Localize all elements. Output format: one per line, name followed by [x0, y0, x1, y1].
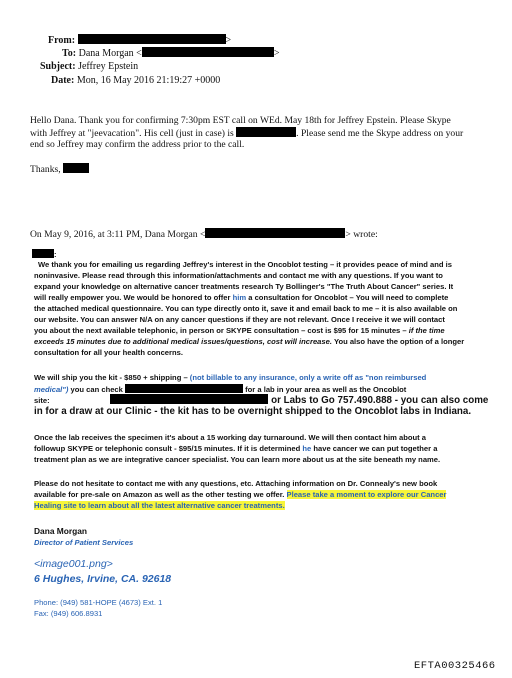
to-row: [62, 47, 279, 59]
thanks-text: Thanks,: [30, 164, 61, 175]
reply-thanks: [30, 163, 89, 176]
redacted-link-2: [110, 394, 268, 404]
date-row: [51, 75, 220, 86]
to-close: >: [273, 48, 280, 59]
p1-line-1: We thank you for emailing us regarding Jeffrey's interest in the Oncoblot testing – it provides peace of mind and is: [38, 260, 452, 269]
subject-label: Subject:: [40, 61, 76, 72]
kit-line-2b: you can check: [70, 385, 123, 394]
signature-image-placeholder: <image001.png>: [34, 558, 113, 570]
signature-name: Dana Morgan: [34, 526, 88, 536]
p4-line-2: [34, 490, 446, 501]
p1-line-2: noninvasive. Please read through this information/attachments and contact me with any questions. If you want to: [34, 271, 443, 280]
p4-line-3: [34, 501, 285, 512]
p4-highlight-2: Healing site to learn about all the latest alternative cancer treatments.: [34, 501, 285, 510]
p1-line-7: [34, 326, 445, 337]
quote-header: [30, 228, 378, 241]
p1-line-7b: if the time: [408, 326, 445, 335]
p3-line-3: treatment plan as we are integrative cancer specialist. You can learn more about us at the site beneath my name.: [34, 455, 441, 464]
kit-line-3: [34, 394, 488, 407]
redacted-quote-email: [205, 228, 345, 238]
signature-title: Director of Patient Services: [34, 538, 134, 547]
to-name: Dana Morgan <: [78, 48, 142, 59]
subject-value: Jeffrey Epstein: [78, 61, 139, 72]
from-label: From:: [48, 35, 76, 46]
kit-line-2c: for a lab in your area as well as the Oncoblot: [245, 385, 407, 394]
kit-line-1: [34, 373, 426, 384]
p1-line-9: consultation for all your health concerns.: [34, 348, 183, 357]
p1-line-4a: will really empower you. We would be honored to offer: [34, 293, 231, 302]
p4-line-2a: available for pre-sale on Amazon as well as the other testing we offer.: [34, 490, 285, 499]
p1-line-8: [34, 337, 464, 348]
redacted-signer: [63, 163, 89, 173]
document-id: EFTA00325466: [414, 660, 496, 672]
redacted-salutation: [32, 249, 54, 258]
signature-fax: Fax: (949) 606.8931: [34, 609, 103, 618]
kit-line-4: in for a draw at our Clinic - the kit has to be overnight shipped to the Oncoblot labs in Indiana.: [34, 406, 472, 417]
p3-line-1: Once the lab receives the specimen it's about a 15 working day turnaround. We will then contact him about a: [34, 433, 426, 442]
p1-line-6: our website. You can answer N/A on any cancer questions if they are not relevant. Once I receive it we will contact: [34, 315, 445, 324]
kit-line-1b: (not billable to any insurance, only a write off as "non reimbursed: [189, 373, 427, 382]
reply-line-2b: . Please send me the Skype address on your: [296, 128, 464, 139]
p1-line-8a: exceeds 15 minutes due to additional medical issues/questions, cost will increase.: [34, 337, 332, 346]
p1-line-4b: a consultation for Oncoblot – You will need to complete: [248, 293, 449, 302]
redacted-cell: [236, 127, 296, 137]
quote-suffix: > wrote:: [345, 229, 378, 240]
quote-prefix: On May 9, 2016, at 3:11 PM, Dana Morgan <: [30, 229, 206, 240]
kit-line-3a: site:: [34, 396, 50, 405]
kit-line-2a: medical"): [34, 385, 69, 394]
from-close: >: [225, 35, 232, 46]
signature-address: 6 Hughes, Irvine, CA. 92618: [34, 573, 172, 585]
he-word: he: [302, 444, 312, 453]
from-row: [48, 34, 231, 46]
kit-line-3c: you can also come: [400, 395, 489, 406]
reply-line-3: end so Jeffrey may confirm the address prior to the call.: [30, 139, 245, 150]
him-word: him: [232, 293, 247, 302]
date-value: Mon, 16 May 2016 21:19:27 +0000: [76, 75, 221, 86]
p1-line-8b: You also have the option of a longer: [333, 337, 465, 346]
p3-line-2: [34, 444, 437, 455]
subject-row: [40, 61, 138, 72]
p1-line-3: expand your knowledge on alternative cancer treatments research Ty Bollinger's "The Truth About Cancer" series. It: [34, 282, 454, 291]
p3-line-2b: have cancer we can put together a: [313, 444, 438, 453]
kit-line-1a: We will ship you the kit - $850 + shipping –: [34, 373, 188, 382]
p3-line-2a: followup SKYPE or telephonic consult - $95/15 minutes. If it is determined: [34, 444, 301, 453]
salutation-suffix: :: [54, 250, 57, 259]
p1-line-7a: you about the next available telephonic, in person or SKYPE consultation – cost is $95 for 15 minutes –: [34, 326, 407, 335]
redacted-link-1: [125, 384, 243, 393]
p1-line-4: [34, 293, 448, 304]
p4-highlight-1: Please take a moment to explore our Cancer: [286, 490, 447, 499]
p1-line-5: the attached medical questionnaire. You can type directly onto it, save it and email back to me – it is also available on: [34, 304, 458, 313]
redacted-to: [142, 47, 274, 57]
p4-line-1: Please do not hesitate to contact me with any questions, etc. Attaching information on Dr. Connealy's new book: [34, 479, 438, 488]
redacted-from: [78, 34, 226, 44]
to-label: To:: [62, 48, 77, 59]
signature-phone: Phone: (949) 581-HOPE (4673) Ext. 1: [34, 598, 163, 607]
reply-line-2a: with Jeffrey at "jeevacation". His cell (just in case) is: [30, 128, 234, 139]
kit-line-3b: or Labs to Go 757.490.888 -: [271, 395, 398, 406]
date-label: Date:: [51, 75, 75, 86]
reply-line-1: Hello Dana. Thank you for confirming 7:30pm EST call on WEd. May 18th for Jeffrey Epstein. Please Skype: [30, 115, 451, 126]
